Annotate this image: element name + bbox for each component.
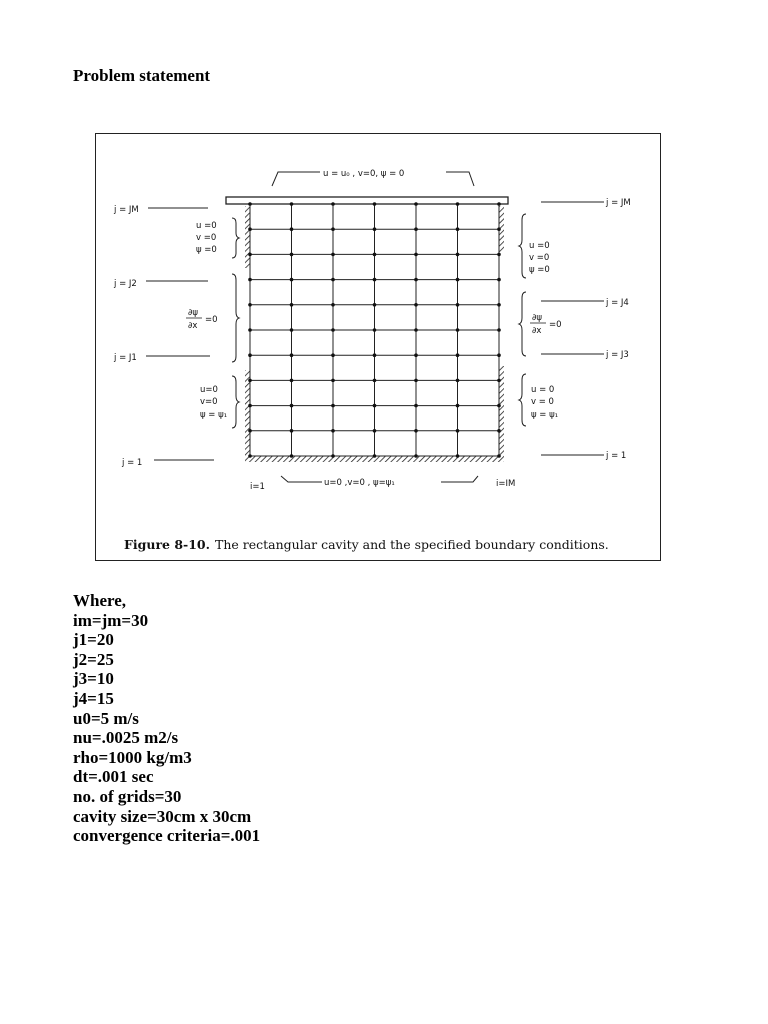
grid-node: [248, 253, 252, 257]
grid-node: [497, 328, 501, 332]
grid-node: [456, 202, 460, 206]
right-middle-den: ∂x: [532, 326, 542, 336]
label-i-im: i=IM: [496, 479, 516, 489]
grid-node: [414, 202, 418, 206]
grid-node: [456, 353, 460, 357]
grid-node: [248, 353, 252, 357]
grid-node: [497, 379, 501, 383]
moving-lid: [226, 197, 508, 204]
grid-node: [497, 202, 501, 206]
grid-node: [290, 353, 294, 357]
grid-node: [373, 404, 377, 408]
param-line: j3=10: [73, 669, 114, 689]
grid-node: [248, 328, 252, 332]
right-upper-v: v =0: [529, 253, 550, 263]
label-i-one: i=1: [250, 482, 265, 492]
grid-node: [456, 404, 460, 408]
grid-node: [248, 227, 252, 231]
grid-node: [331, 303, 335, 307]
grid-node: [456, 454, 460, 458]
param-line: j4=15: [73, 688, 114, 708]
caption-label: Figure 8-10.: [124, 537, 210, 552]
grid-node: [456, 379, 460, 383]
grid-node: [414, 454, 418, 458]
grid-node: [290, 253, 294, 257]
caption-text: The rectangular cavity and the specified boundary conditions.: [214, 537, 609, 552]
grid-node: [414, 429, 418, 433]
param-line: cavity size=30cm x 30cm: [73, 806, 252, 826]
grid-node: [248, 202, 252, 206]
grid-node: [373, 353, 377, 357]
left-lower-brace: [232, 376, 239, 428]
grid-node: [290, 227, 294, 231]
grid-node: [497, 253, 501, 257]
grid-node: [331, 379, 335, 383]
grid-node: [456, 328, 460, 332]
left-lower-v: v=0: [200, 397, 218, 407]
grid-node: [373, 227, 377, 231]
left-middle-num: ∂ψ: [188, 308, 199, 318]
right-middle-brace: [519, 292, 526, 356]
right-label-j-one: j = 1: [606, 451, 627, 461]
grid-node: [290, 404, 294, 408]
grid-node: [414, 303, 418, 307]
right-lower-u: u = 0: [531, 385, 555, 395]
grid-node: [497, 353, 501, 357]
right-upper-u: u =0: [529, 241, 550, 251]
page-heading: Problem statement: [73, 66, 211, 85]
param-line: im=jm=30: [73, 610, 149, 630]
grid-node: [373, 303, 377, 307]
grid-node: [331, 227, 335, 231]
grid-node: [331, 202, 335, 206]
grid-node: [456, 303, 460, 307]
grid-node: [248, 454, 252, 458]
right-label-j4: j = J4: [606, 298, 629, 308]
right-middle-num: ∂ψ: [532, 313, 543, 323]
grid-node: [373, 253, 377, 257]
grid-node: [456, 253, 460, 257]
grid-node: [373, 454, 377, 458]
grid-node: [414, 253, 418, 257]
left-wall-lower: [245, 370, 250, 462]
right-middle-eq: =0: [549, 320, 562, 330]
grid-node: [331, 278, 335, 282]
grid-node: [414, 379, 418, 383]
grid-node: [290, 429, 294, 433]
param-line: j1=20: [73, 630, 114, 650]
grid-node: [497, 429, 501, 433]
right-lower-psi: ψ = ψ₁: [531, 410, 559, 420]
grid-node: [290, 454, 294, 458]
left-wall-upper: [245, 206, 250, 268]
parameter-list: [73, 591, 260, 846]
grid-node: [497, 227, 501, 231]
left-upper-u: u =0: [196, 221, 217, 231]
cavity-diagram: [96, 134, 662, 562]
grid-node: [456, 429, 460, 433]
grid-node: [248, 429, 252, 433]
grid-node: [414, 227, 418, 231]
left-label-jm: j = JM: [114, 205, 139, 215]
param-line: u0=5 m/s: [73, 708, 139, 728]
param-line: no. of grids=30: [73, 786, 182, 806]
grid-node: [373, 328, 377, 332]
left-lower-u: u=0: [200, 385, 218, 395]
grid-node: [331, 253, 335, 257]
param-line: Where,: [73, 591, 127, 610]
param-line: dt=.001 sec: [73, 767, 154, 787]
left-upper-brace: [232, 218, 239, 258]
bottom-bc-label: u=0 ,v=0 , ψ=ψ₁: [324, 478, 395, 488]
cavity-grid: [248, 202, 501, 458]
right-upper-psi: ψ =0: [529, 265, 550, 275]
right-label-j3: j = J3: [606, 350, 629, 360]
right-label-jm: j = JM: [606, 198, 631, 208]
grid-node: [248, 278, 252, 282]
left-label-j1: j = J1: [114, 353, 137, 363]
grid-node: [456, 278, 460, 282]
grid-node: [414, 328, 418, 332]
left-middle-brace: [232, 274, 239, 362]
grid-node: [373, 379, 377, 383]
grid-node: [331, 454, 335, 458]
grid-node: [248, 303, 252, 307]
grid-node: [497, 404, 501, 408]
grid-node: [456, 227, 460, 231]
grid-node: [331, 353, 335, 357]
grid-node: [248, 379, 252, 383]
grid-node: [497, 303, 501, 307]
param-line: nu=.0025 m2/s: [73, 728, 179, 748]
param-line: rho=1000 kg/m3: [73, 747, 192, 767]
left-middle-eq: =0: [205, 315, 218, 325]
grid-node: [290, 379, 294, 383]
grid-node: [331, 328, 335, 332]
param-line: j2=25: [73, 649, 114, 669]
right-lower-v: v = 0: [531, 397, 554, 407]
left-label-j-one: j = 1: [122, 458, 143, 468]
right-upper-brace: [519, 214, 526, 278]
grid-node: [290, 328, 294, 332]
figure-frame: [95, 133, 661, 561]
grid-node: [248, 404, 252, 408]
left-upper-psi: ψ =0: [196, 245, 217, 255]
grid-node: [414, 353, 418, 357]
grid-node: [290, 278, 294, 282]
grid-node: [331, 429, 335, 433]
right-lower-brace: [519, 374, 526, 426]
grid-node: [414, 278, 418, 282]
grid-node: [290, 202, 294, 206]
grid-node: [373, 202, 377, 206]
left-middle-den: ∂x: [188, 321, 198, 331]
grid-node: [373, 429, 377, 433]
grid-node: [497, 278, 501, 282]
param-line: convergence criteria=.001: [73, 826, 261, 846]
grid-node: [290, 303, 294, 307]
grid-node: [331, 404, 335, 408]
left-lower-psi: ψ = ψ₁: [200, 410, 228, 420]
grid-node: [497, 454, 501, 458]
grid-node: [414, 404, 418, 408]
figure-caption: [124, 537, 609, 552]
left-upper-v: v =0: [196, 233, 217, 243]
top-bc-label: u = u₀ , v=0, ψ = 0: [323, 169, 405, 179]
left-label-j2: j = J2: [114, 279, 137, 289]
grid-node: [373, 278, 377, 282]
